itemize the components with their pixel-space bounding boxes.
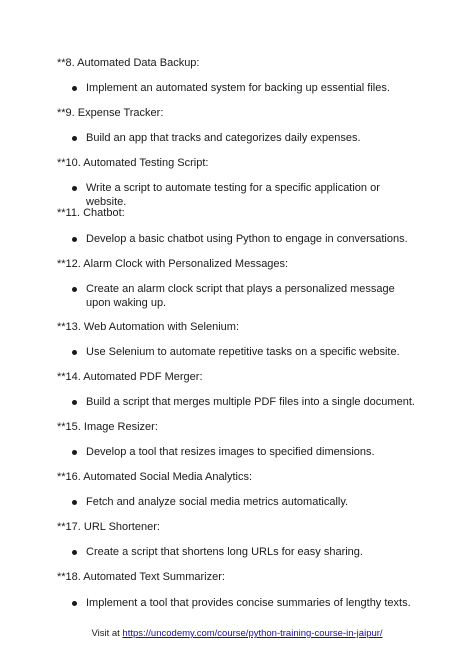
bullet-icon [72,350,77,355]
bullet-icon [72,136,77,141]
bullet-icon [72,237,77,242]
section-heading: **18. Automated Text Summarizer: [57,571,225,583]
list-item-text: Use Selenium to automate repetitive tasks on a specific website. [86,346,400,358]
list-item-text: Implement an automated system for backing up essential files. [86,82,390,94]
section-heading: **11. Chatbot: [57,207,125,219]
list-item-text: Build an app that tracks and categorizes daily expenses. [86,132,361,144]
list-item-text: Develop a tool that resizes images to specified dimensions. [86,446,375,458]
list-item-text: Fetch and analyze social media metrics automatically. [86,496,349,508]
section-heading: **8. Automated Data Backup: [57,57,200,69]
section-heading: **9. Expense Tracker: [57,107,164,119]
bullet-icon [72,287,77,292]
section-heading: **17. URL Shortener: [57,521,160,533]
section-heading: **16. Automated Social Media Analytics: [57,471,253,483]
bullet-icon [72,500,77,505]
section-heading: **10. Automated Testing Script: [57,157,209,169]
footer-link[interactable]: https://uncodemy.com/course/python-training-course-in-jaipur/ [122,628,383,639]
bullet-icon [72,86,77,91]
bullet-icon [72,450,77,455]
bullet-icon [72,400,77,405]
list-item-text: Create a script that shortens long URLs for easy sharing. [86,546,363,558]
list-item-text: Create an alarm clock script that plays a personalized message upon waking up. [86,283,395,309]
footer [0,628,474,640]
bullet-icon [72,550,77,555]
list-item-text: Write a script to automate testing for a specific application or website. [86,182,380,208]
bullet-icon [72,186,77,191]
list-item-text: Build a script that merges multiple PDF files into a single document. [86,396,415,408]
section-heading: **12. Alarm Clock with Personalized Messages: [57,258,289,270]
bullet-icon [72,601,77,606]
footer-prefix: Visit at [91,628,123,639]
section-heading: **13. Web Automation with Selenium: [57,321,240,333]
section-heading: **15. Image Resizer: [57,421,158,433]
section-heading: **14. Automated PDF Merger: [57,371,203,383]
list-item-text: Develop a basic chatbot using Python to engage in conversations. [86,233,408,245]
list-item-text: Implement a tool that provides concise summaries of lengthy texts. [86,597,411,609]
